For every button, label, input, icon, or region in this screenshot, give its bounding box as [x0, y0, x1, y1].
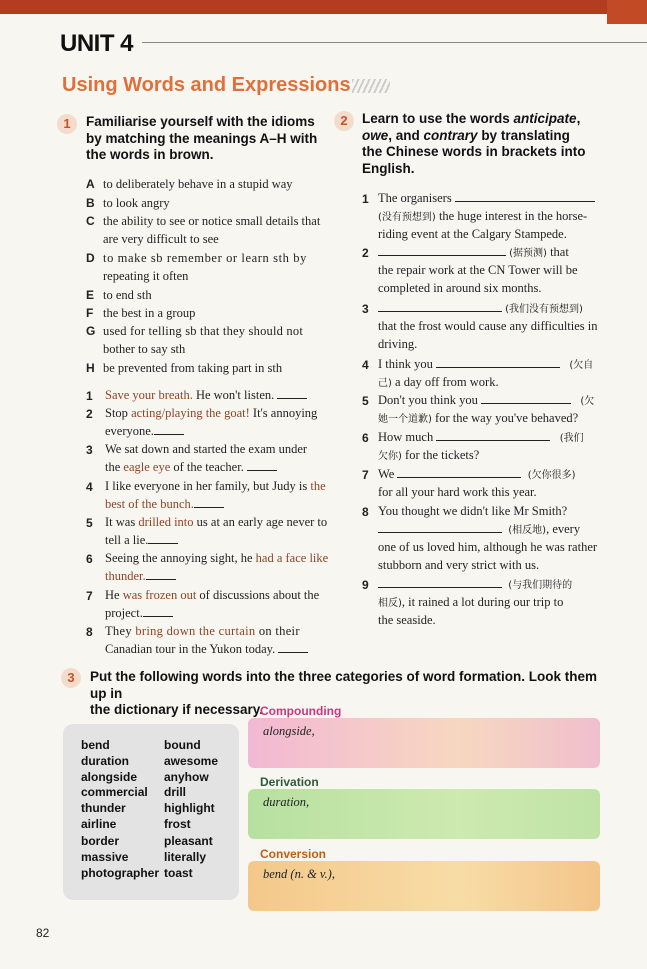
- sentence-number: 5: [86, 516, 93, 530]
- section-title: Using Words and Expressions: [62, 74, 351, 96]
- meaning-text: used for telling sb that they should not: [103, 324, 303, 338]
- item-number: 3: [362, 302, 369, 316]
- item-8-cont: (相反地), every: [378, 520, 580, 540]
- item-1: The organisers: [378, 189, 595, 207]
- sentence-5-cont: tell a lie.: [105, 531, 178, 549]
- meaning-letter: A: [86, 177, 95, 191]
- word: literally: [164, 850, 207, 864]
- unit-divider: [142, 42, 647, 43]
- word: alongside: [81, 770, 138, 784]
- word: commercial: [81, 785, 148, 799]
- sentence-1: Save your breath. He won't listen.: [105, 386, 307, 404]
- sentence-8-cont: Canadian tour in the Yukon today.: [105, 640, 308, 658]
- meaning-letter: G: [86, 324, 96, 338]
- sentence-5: It was drilled into us at an early age never to: [105, 515, 328, 529]
- item-2: (据预测) that: [378, 243, 569, 263]
- word: bend: [81, 738, 110, 752]
- sentence-number: 3: [86, 443, 93, 457]
- word: toast: [164, 866, 193, 880]
- word: pleasant: [164, 834, 213, 848]
- item-5: Don't you think you (欠: [378, 393, 595, 407]
- meaning-text: the best in a group: [103, 306, 196, 320]
- word: anyhow: [164, 770, 209, 784]
- word: duration: [81, 754, 129, 768]
- item-8-cont2: one of us loved him, although he was rather: [378, 540, 598, 554]
- meaning-text: to make sb remember or learn sth by: [103, 251, 307, 265]
- conversion-example: bend (n. & v.),: [263, 867, 335, 881]
- item-number: 5: [362, 394, 369, 408]
- compounding-example: alongside,: [263, 724, 315, 738]
- item-5-cont: 她一个道歉) for the way you've behaved?: [378, 411, 579, 425]
- meaning-text: the ability to see or notice small details that: [103, 214, 321, 228]
- word: border: [81, 834, 120, 848]
- top-color-tab: [607, 0, 647, 24]
- meaning-letter: F: [86, 306, 94, 320]
- sentence-6-cont: thunder.: [105, 567, 176, 585]
- item-number: 9: [362, 578, 369, 592]
- sentence-number: 4: [86, 480, 93, 494]
- word: awesome: [164, 754, 219, 768]
- sentence-2-cont: everyone.: [105, 422, 184, 440]
- unit-title: UNIT 4: [60, 30, 134, 57]
- derivation-label: Derivation: [260, 775, 319, 789]
- sentence-4: I like everyone in her family, but Judy is the: [105, 479, 326, 493]
- meaning-letter: B: [86, 196, 95, 210]
- meaning-letter: E: [86, 288, 95, 302]
- item-number: 8: [362, 505, 369, 519]
- word-bank: [63, 724, 239, 900]
- item-6: How much (我们: [378, 430, 584, 444]
- item-2-cont2: completed in around six months.: [378, 281, 542, 295]
- sentence-4-cont: best of the bunch.: [105, 495, 224, 513]
- word: bound: [164, 738, 201, 752]
- item-number: 6: [362, 431, 369, 445]
- item-9-cont2: the seaside.: [378, 613, 436, 627]
- exercise-3-instruction: Put the following words into the three categories of word formation. Look them up in the dictionary if necessary.: [90, 669, 598, 717]
- item-number: 2: [362, 246, 369, 260]
- page-number: 82: [36, 926, 50, 940]
- meaning-text: to end sth: [103, 288, 152, 302]
- sentence-7: He was frozen out of discussions about the: [105, 588, 320, 602]
- item-7-cont: for all your hard work this year.: [378, 485, 537, 499]
- item-9-cont: 相反), it rained a lot during our trip to: [378, 595, 564, 609]
- sentence-number: 8: [86, 625, 93, 639]
- sentence-7-cont: project.: [105, 604, 173, 622]
- meaning-text: to look angry: [103, 196, 170, 210]
- conversion-label: Conversion: [260, 847, 327, 861]
- compounding-label: Compounding: [260, 704, 342, 718]
- item-3-cont2: driving.: [378, 337, 418, 351]
- word: drill: [164, 785, 187, 799]
- meaning-text: repeating it often: [103, 269, 189, 283]
- exercise-3-number: 3: [61, 668, 81, 688]
- item-number: 7: [362, 468, 369, 482]
- exercise-1-instruction: Familiarise yourself with the idioms by matching the meanings A–H with the words in brown.: [86, 114, 318, 162]
- word: thunder: [81, 801, 126, 815]
- item-8: You thought we didn't like Mr Smith?: [378, 504, 568, 518]
- meaning-letter: C: [86, 214, 95, 228]
- exercise-2-number: 2: [334, 111, 354, 131]
- meaning-text: to deliberately behave in a stupid way: [103, 177, 293, 191]
- sentence-number: 2: [86, 407, 93, 421]
- word: highlight: [164, 801, 215, 815]
- sentence-number: 1: [86, 389, 93, 403]
- derivation-example: duration,: [263, 795, 310, 809]
- item-4: I think you (欠自: [378, 357, 594, 371]
- sentence-3-cont: the eagle eye of the teacher.: [105, 458, 277, 476]
- sentence-number: 6: [86, 552, 93, 566]
- sentence-2: Stop acting/playing the goat! It's annoying: [105, 406, 318, 420]
- item-3: (我们没有预想到): [378, 299, 583, 319]
- meaning-letter: H: [86, 361, 95, 375]
- item-number: 4: [362, 358, 369, 372]
- item-8-cont3: stubborn and very strict with us.: [378, 558, 540, 572]
- exercise-1-number: 1: [57, 114, 77, 134]
- word: photographer: [81, 866, 159, 880]
- section-hatch-decoration: [352, 79, 390, 93]
- meaning-text: are very difficult to see: [103, 232, 219, 246]
- item-9: (与我们期待的: [378, 575, 572, 595]
- sentence-6: Seeing the annoying sight, he had a face like: [105, 551, 329, 565]
- word: massive: [81, 850, 129, 864]
- meaning-text: bother to say sth: [103, 342, 186, 356]
- word: frost: [164, 817, 191, 831]
- top-color-bar: [0, 0, 647, 14]
- exercise-2-instruction: Learn to use the words anticipate, owe, and contrary by translating the Chinese words in brackets into English.: [362, 111, 586, 176]
- item-1-cont: (没有预想到) the huge interest in the horse-: [378, 209, 588, 223]
- item-7: We (欠你很多): [378, 467, 576, 481]
- item-4-cont: 己) a day off from work.: [378, 375, 499, 389]
- item-2-cont: the repair work at the CN Tower will be: [378, 263, 578, 277]
- meaning-letter: D: [86, 251, 95, 265]
- meaning-text: be prevented from taking part in sth: [103, 361, 283, 375]
- sentence-3: We sat down and started the exam under: [105, 442, 308, 456]
- word: airline: [81, 817, 117, 831]
- item-1-cont2: riding event at the Calgary Stampede.: [378, 227, 567, 241]
- sentence-number: 7: [86, 589, 93, 603]
- sentence-8: They bring down the curtain on their: [105, 624, 300, 638]
- item-number: 1: [362, 192, 369, 206]
- item-3-cont: that the frost would cause any difficulties in: [378, 319, 598, 333]
- item-6-cont: 欠你) for the tickets?: [378, 448, 480, 462]
